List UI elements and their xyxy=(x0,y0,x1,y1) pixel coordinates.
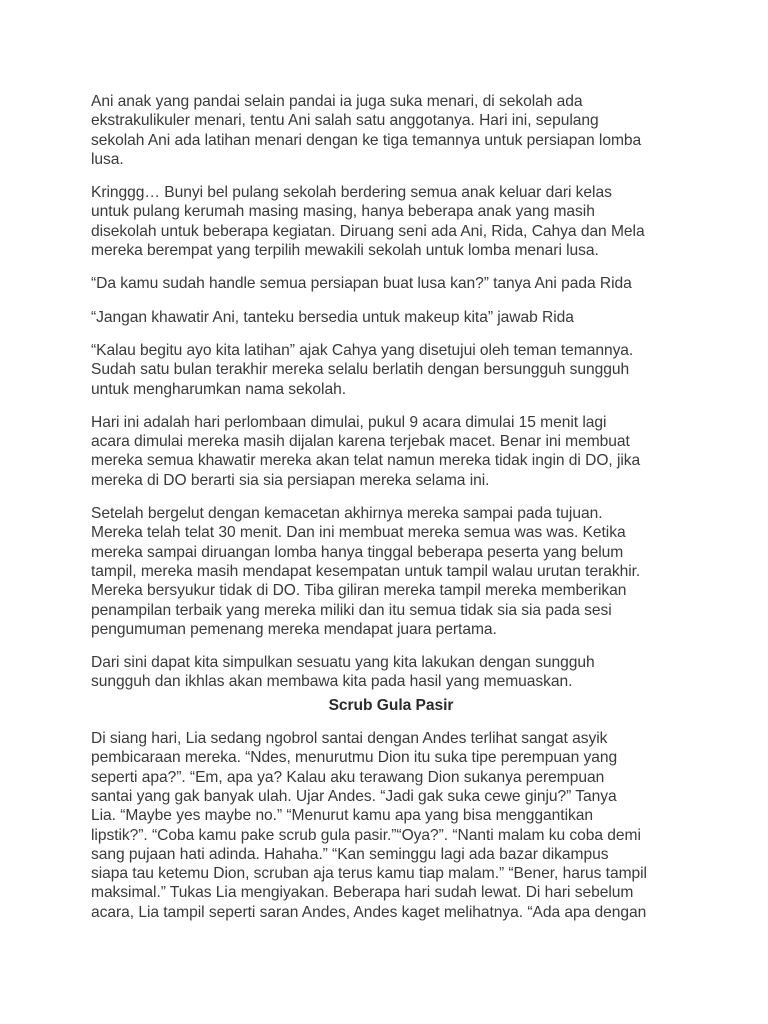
paragraph-7 xyxy=(91,504,691,639)
text-line: Sudah satu bulan terakhir mereka selalu berlatih dengan bersungguh sungguh xyxy=(91,361,630,379)
text-line: untuk mengharumkan nama sekolah. xyxy=(91,380,346,398)
text-line: pengumuman pemenang mereka mendapat juara pertama. xyxy=(91,620,497,638)
text-line: lipstik?”. “Coba kamu pake scrub gula pasir.”“Oya?”. “Nanti malam ku coba demi xyxy=(91,826,641,844)
text-line: acara dimulai mereka masih dijalan karena terjebak macet. Benar ini membuat xyxy=(91,433,630,451)
section-title: Scrub Gula Pasir xyxy=(328,696,454,714)
paragraph-6 xyxy=(91,413,691,490)
text-line: “Kalau begitu ayo kita latihan” ajak Cahya yang disetujui oleh teman temannya. xyxy=(91,341,634,359)
paragraph-2 xyxy=(91,183,691,260)
text-line: sungguh dan ikhlas akan membawa kita pada hasil yang memuaskan. xyxy=(91,673,573,691)
text-line: disekolah untuk beberapa kegiatan. Diruang seni ada Ani, Rida, Cahya dan Mela xyxy=(91,222,645,240)
document-body xyxy=(91,92,691,936)
text-line: tampil, mereka masih mendapat kesempatan untuk tampil walau urutan terakhir. xyxy=(91,562,641,580)
text-line: Mereka telah telat 30 menit. Dan ini membuat mereka semua was was. Ketika xyxy=(91,524,626,542)
text-line: Mereka bersyukur tidak di DO. Tiba giliran mereka tampil mereka memberikan xyxy=(91,582,627,600)
text-line: ekstrakulikuler menari, tentu Ani salah satu anggotanya. Hari ini, sepulang xyxy=(91,112,599,130)
text-line: sang pujaan hati adinda. Hahaha.” “Kan seminggu lagi ada bazar dikampus xyxy=(91,845,609,863)
text-line: mereka sampai diruangan lomba hanya tinggal beberapa peserta yang belum xyxy=(91,543,624,561)
text-line: “Da kamu sudah handle semua persiapan buat lusa kan?” tanya Ani pada Rida xyxy=(91,275,632,293)
text-line: Kringgg… Bunyi bel pulang sekolah berdering semua anak keluar dari kelas xyxy=(91,184,612,202)
paragraph-3 xyxy=(91,274,691,293)
paragraph-8 xyxy=(91,653,691,692)
text-line: maksimal.” Tukas Lia mengiyakan. Beberapa hari sudah lewat. Di hari sebelum xyxy=(91,884,634,902)
text-line: pembicaraan mereka. “Ndes, menurutmu Dion itu suka tipe perempuan yang xyxy=(91,749,618,767)
text-line: Hari ini adalah hari perlombaan dimulai, pukul 9 acara dimulai 15 menit lagi xyxy=(91,413,607,431)
paragraph-1 xyxy=(91,92,691,169)
text-line: penampilan terbaik yang mereka miliki dan itu semua tidak sia sia pada sesi xyxy=(91,601,612,619)
text-line: seperti apa?”. “Em, apa ya? Kalau aku terawang Dion sukanya perempuan xyxy=(91,768,605,786)
text-line: mereka di DO berarti sia sia persiapan mereka selama ini. xyxy=(91,471,490,489)
paragraph-9 xyxy=(91,729,691,922)
text-line: untuk pulang kerumah masing masing, hanya beberapa anak yang masih xyxy=(91,203,595,221)
text-line: Dari sini dapat kita simpulkan sesuatu yang kita lakukan dengan sungguh xyxy=(91,654,595,672)
text-line: Ani anak yang pandai selain pandai ia juga suka menari, di sekolah ada xyxy=(91,93,583,110)
text-line: santai yang gak banyak ulah. Ujar Andes. “Jadi gak suka cewe ginju?” Tanya xyxy=(91,787,617,805)
text-line: Lia. “Maybe yes maybe no.” “Menurut kamu apa yang bisa menggantikan xyxy=(91,807,593,825)
paragraph-4 xyxy=(91,308,691,327)
text-line: siapa tau ketemu Dion, scruban aja terus kamu tiap malam.” “Bener, harus tampil xyxy=(91,865,647,883)
text-line: “Jangan khawatir Ani, tanteku bersedia untuk makeup kita” jawab Rida xyxy=(91,308,574,326)
text-line: Setelah bergelut dengan kemacetan akhirnya mereka sampai pada tujuan. xyxy=(91,505,603,523)
text-line: mereka semua khawatir mereka akan telat namun mereka tidak ingin di DO, jika xyxy=(91,452,641,470)
text-line: lusa. xyxy=(91,150,124,168)
paragraph-5 xyxy=(91,341,691,399)
text-line: sekolah Ani ada latihan menari dengan ke tiga temannya untuk persiapan lomba xyxy=(91,131,642,149)
text-line: mereka berempat yang terpilih mewakili sekolah untuk lomba menari lusa. xyxy=(91,242,599,260)
text-line: acara, Lia tampil seperti saran Andes, Andes kaget melihatnya. “Ada apa dengan xyxy=(91,903,647,921)
text-line: Di siang hari, Lia sedang ngobrol santai dengan Andes terlihat sangat asyik xyxy=(91,730,608,748)
